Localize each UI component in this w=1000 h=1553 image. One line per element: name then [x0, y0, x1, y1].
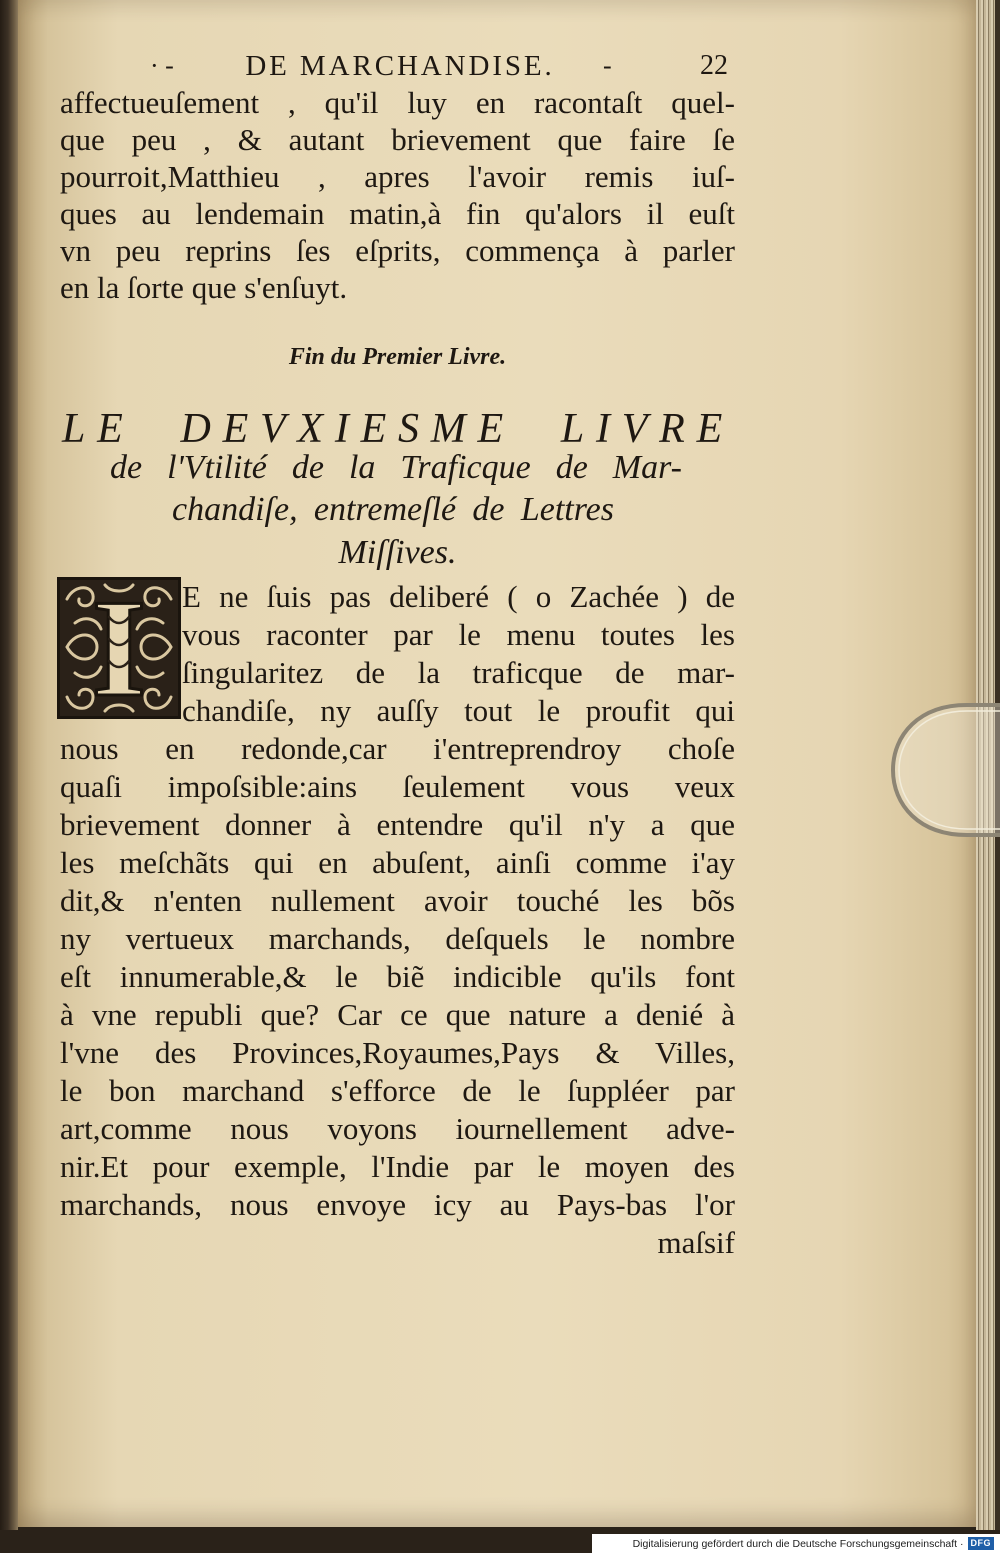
- text-line: ny vertueux marchands, deſquels le nombre: [60, 921, 735, 956]
- page-clip: [885, 695, 1000, 845]
- text-line: marchands, nous envoye icy au Pays-bas l'or: [60, 1187, 735, 1222]
- text-line: brievement donner à entendre qu'il n'y a que: [60, 807, 735, 842]
- book-binding-left: [0, 0, 18, 1530]
- running-title: DE MARCHANDISE.: [245, 50, 555, 82]
- text-line: ſingularitez de la traficque de mar-: [182, 655, 735, 690]
- text-line: affectueuſement , qu'il luy en racontaſt quel-: [60, 85, 735, 120]
- drop-cap-initial: [57, 577, 181, 719]
- text-line: l'vne des Provinces,Royaumes,Pays & Villes,: [60, 1035, 735, 1070]
- drop-cap-letter: I: [91, 577, 147, 719]
- dfg-logo: DFG: [968, 1537, 995, 1550]
- text-line: les meſchãts qui en abuſent, ainſi comme i'ay: [60, 845, 735, 880]
- body-paragraph: [60, 730, 735, 1224]
- text-line: pourroit,Matthieu , apres l'avoir remis iuſ-: [60, 159, 735, 194]
- page-number: 22: [700, 50, 728, 81]
- text-line: vn peu reprins ſes eſprits, commença à parler: [60, 233, 735, 268]
- header-ornament-right: -: [603, 51, 612, 80]
- continuation-paragraph: [60, 84, 735, 306]
- text-line: le bon marchand s'efforce de le ſuppléer par: [60, 1073, 735, 1108]
- text-line: quaſi impoſsible:ains ſeulement vous veux: [60, 769, 735, 804]
- text-line: à vne republi que? Car ce que nature a denié à: [60, 997, 735, 1032]
- text-line: nous en redonde,car i'entreprendroy choſe: [60, 731, 735, 766]
- digitization-credit-bar: [592, 1534, 1000, 1553]
- text-line: eſt innumerable,& le biẽ indicible qu'ils font: [60, 959, 735, 994]
- text-line: chandiſe, ny auſſy tout le proufit qui: [182, 693, 735, 728]
- book-end-note: Fin du Premier Livre.: [288, 344, 507, 370]
- text-line: en la ſorte que s'enſuyt.: [60, 270, 348, 305]
- running-header: [0, 46, 1000, 86]
- text-line: nir.Et pour exemple, l'Indie par le moyen des: [60, 1149, 735, 1184]
- text-line: art,comme nous voyons iournellement adve-: [60, 1111, 735, 1146]
- text-line: vous raconter par le menu toutes les: [182, 617, 735, 652]
- chapter-subtitle-line: de l'Vtilité de la Traficque de Mar-: [110, 449, 682, 486]
- text-line: que peu , & autant brievement que faire ſe: [60, 122, 735, 157]
- chapter-subtitle-line: chandiſe, entremeſlé de Lettres: [172, 491, 614, 528]
- header-ornament-left: · -: [150, 51, 174, 80]
- chapter-title: LE DEVXIESME LIVRE: [62, 406, 734, 452]
- catchword: maſsif: [657, 1225, 735, 1260]
- text-line: dit,& n'enten nullement avoir touché les bõs: [60, 883, 735, 918]
- body-paragraph-opening: [182, 578, 735, 730]
- chapter-subtitle-line: Miſſives.: [338, 534, 457, 571]
- text-line: E ne ſuis pas deliberé ( o Zachée ) de: [182, 579, 735, 614]
- text-line: ques au lendemain matin,à fin qu'alors il euſt: [60, 196, 735, 231]
- digitization-credit: Digitalisierung gefördert durch die Deutsche Forschungsgemeinschaft ·: [632, 1537, 964, 1550]
